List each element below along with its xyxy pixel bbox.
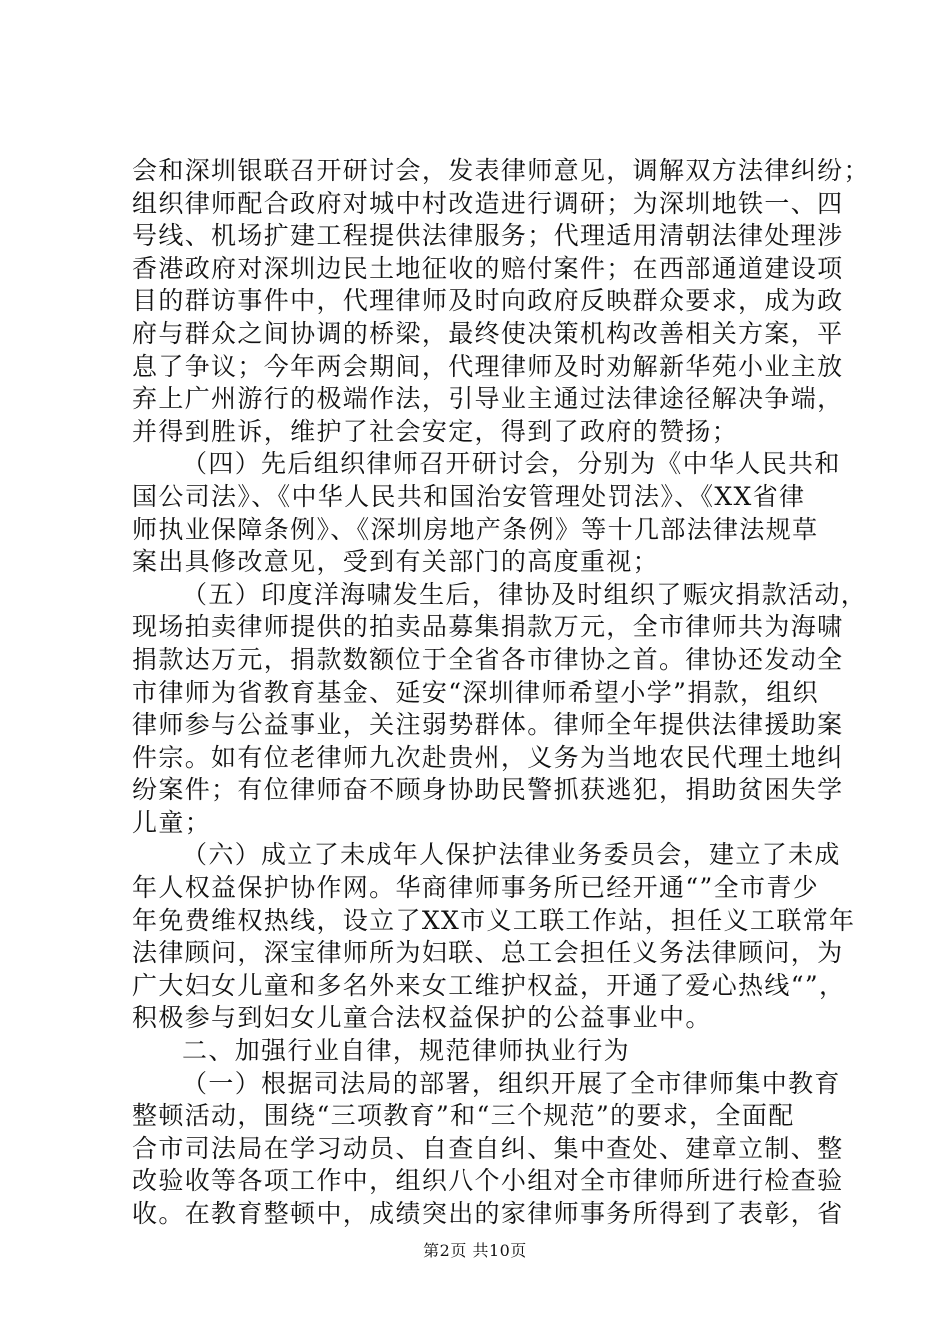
text-line: 组织律师配合政府对城中村改造进行调研；为深圳地铁一、四 — [132, 188, 844, 218]
text-line: 儿童； — [132, 807, 212, 837]
text-line: 收。在教育整顿中，成绩突出的家律师事务所得到了表彰，省 — [132, 1199, 844, 1228]
text-line: 律师参与公益事业，关注弱势群体。律师全年提供法律援助案 — [132, 710, 844, 740]
text-line: 广大妇女儿童和多名外来女工维护权益，开通了爱心热线“”， — [132, 970, 846, 1000]
text-line: （四）先后组织律师召开研讨会，分别为《中华人民共和 — [182, 449, 841, 479]
text-line: 案出具修改意见，受到有关部门的高度重视； — [132, 547, 660, 577]
text-line: 改验收等各项工作中，组织八个小组对全市律师所进行检查验 — [132, 1166, 844, 1196]
document-body — [132, 155, 870, 1231]
text-line: 并得到胜诉，维护了社会安定，得到了政府的赞扬； — [132, 416, 739, 446]
text-line: （一）根据司法局的部署，组织开展了全市律师集中教育 — [182, 1068, 841, 1098]
text-line: 件宗。如有位老律师九次赴贵州，义务为当地农民代理土地纠 — [132, 742, 844, 772]
text-line: 国公司法》、《中华人民共和国治安管理处罚法》、《XX省律 — [132, 481, 806, 511]
text-line: 市律师为省教育基金、延安“深圳律师希望小学”捐款，组织 — [132, 677, 820, 707]
text-line: 积极参与到妇女儿童合法权益保护的公益事业中。 — [132, 1003, 712, 1033]
text-line: （五）印度洋海啸发生后，律协及时组织了赈灾捐款活动， — [182, 579, 868, 609]
text-line: 法律顾问，深宝律师所为妇联、总工会担任义务法律顾问，为 — [132, 938, 844, 968]
text-line: 弃上广州游行的极端作法，引导业主通过法律途径解决争端， — [132, 384, 844, 414]
text-line: 会和深圳银联召开研讨会，发表律师意见，调解双方法律纠纷； — [132, 156, 870, 185]
text-line: 息了争议；今年两会期间，代理律师及时劝解新华苑小业主放 — [132, 351, 844, 381]
page-footer: 第2页 共10页 — [423, 1241, 527, 1260]
text-line: 目的群访事件中，代理律师及时向政府反映群众要求，成为政 — [132, 286, 844, 316]
text-line: 号线、机场扩建工程提供法律服务；代理适用清朝法律处理涉 — [132, 221, 844, 251]
text-line: 师执业保障条例》、《深圳房地产条例》等十几部法律法规草 — [132, 514, 819, 544]
text-line: 合市司法局在学习动员、自查自纠、集中查处、建章立制、整 — [132, 1133, 844, 1163]
text-line: 府与群众之间协调的桥梁，最终使决策机构改善相关方案，平 — [132, 318, 844, 348]
text-line: 二、加强行业自律，规范律师执业行为 — [182, 1036, 630, 1066]
text-line: 捐款达万元，捐款数额位于全省各市律协之首。律协还发动全 — [132, 644, 844, 674]
text-line: 纷案件；有位律师奋不顾身协助民警抓获逃犯，捐助贫困失学 — [132, 775, 844, 805]
text-line: 年免费维权热线，设立了XX市义工联工作站，担任义工联常年 — [132, 905, 856, 935]
text-line: 香港政府对深圳边民土地征收的赔付案件；在西部通道建设项 — [132, 253, 844, 283]
text-line: （六）成立了未成年人保护法律业务委员会，建立了未成 — [182, 840, 841, 870]
text-line: 整顿活动，围绕“三项教育”和“三个规范”的要求，全面配 — [132, 1101, 795, 1131]
text-line: 现场拍卖律师提供的拍卖品募集捐款万元，全市律师共为海啸 — [132, 612, 844, 642]
text-line: 年人权益保护协作网。华商律师事务所已经开通“”全市青少 — [132, 873, 820, 903]
